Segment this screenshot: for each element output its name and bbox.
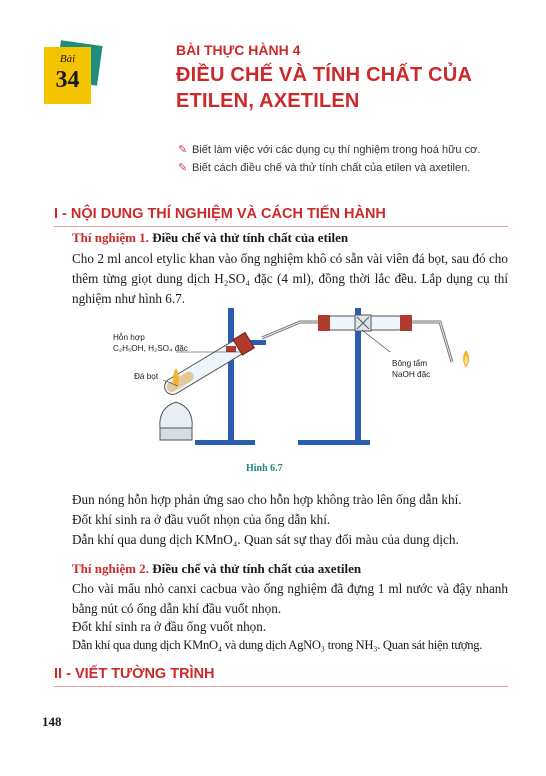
step-line: Dẫn khí qua dung dịch KMnO₄. Quan sát sự thay đổi màu của dung dịch. [72,532,459,547]
objective-item: ✎ Biết làm việc với các dụng cụ thí nghiệm trong hoá hữu cơ. [178,144,481,156]
objective-item: ✎ Biết cách điều chế và thử tính chất của etilen và axetilen. [178,162,471,174]
pencil-icon: ✎ [178,162,188,174]
section-heading-2: II - VIẾT TƯỜNG TRÌNH [54,666,215,682]
title-line-1: ĐIỀU CHẾ VÀ TÍNH CHẤT CỦA [176,64,473,86]
apparatus-figure [0,300,546,460]
experiment-1-heading: Thí nghiệm 1. Điều chế và thử tính chất của etilen [72,230,349,245]
step-line: Đun nóng hỗn hợp phản ứng sao cho hỗn hợp không trào lên ống dẫn khí. [72,492,462,507]
badge-number: 34 [55,67,80,93]
title-line-2: ETILEN, AXETILEN [176,90,360,112]
label-mixture-formula: C₂H₅OH, H₂SO₄ đặc [113,344,188,353]
figure-caption: Hình 6.7 [246,463,283,474]
divider [54,226,508,227]
step-line: Đốt khí sinh ra ở đầu vuốt nhọn của ống dẫn khí. [72,512,331,527]
experiment-1-text: Cho 2 ml ancol etylic khan vào ống nghiệm khô có sẵn vài viên đá bọt, sau đó cho thêm từng giọt dung dịch H₂SO₄ đặc (4 ml), đồng thời lắc đều. Lắp dụng cụ thí nghiệm như hình 6.7. [72,251,508,306]
step-line: Dẫn khí qua dung dịch KMnO₄ và dung dịch AgNO₃ trong NH₃. Quan sát hiện tượng. [72,638,483,652]
step-line: Đốt khí sinh ra ở đầu ống vuốt nhọn. [72,619,267,634]
experiment-2-heading: Thí nghiệm 2. Điều chế và thử tính chất của axetilen [72,561,362,576]
pencil-icon: ✎ [178,144,188,156]
section-heading: I - NỘI DUNG THÍ NGHIỆM VÀ CÁCH TIẾN HÀNH [54,206,386,222]
experiment-2-text: Cho vài mẩu nhỏ canxi cacbua vào ống nghiệm đã đựng 1 ml nước và đậy nhanh bằng nút có ống dẫn khí đầu vuốt nhọn. [72,581,508,616]
badge-label: Bài [59,53,76,65]
page-number: 148 [42,714,62,729]
label-naoh: NaOH đặc [392,370,431,379]
lesson-title [176,62,472,114]
label-pumice: Đá bọt [134,372,159,381]
divider [54,686,508,687]
label-mixture: Hỗn hợp [113,333,145,342]
label-cotton: Bông tẩm [392,359,428,368]
lesson-subtitle: BÀI THỰC HÀNH 4 [176,42,301,58]
